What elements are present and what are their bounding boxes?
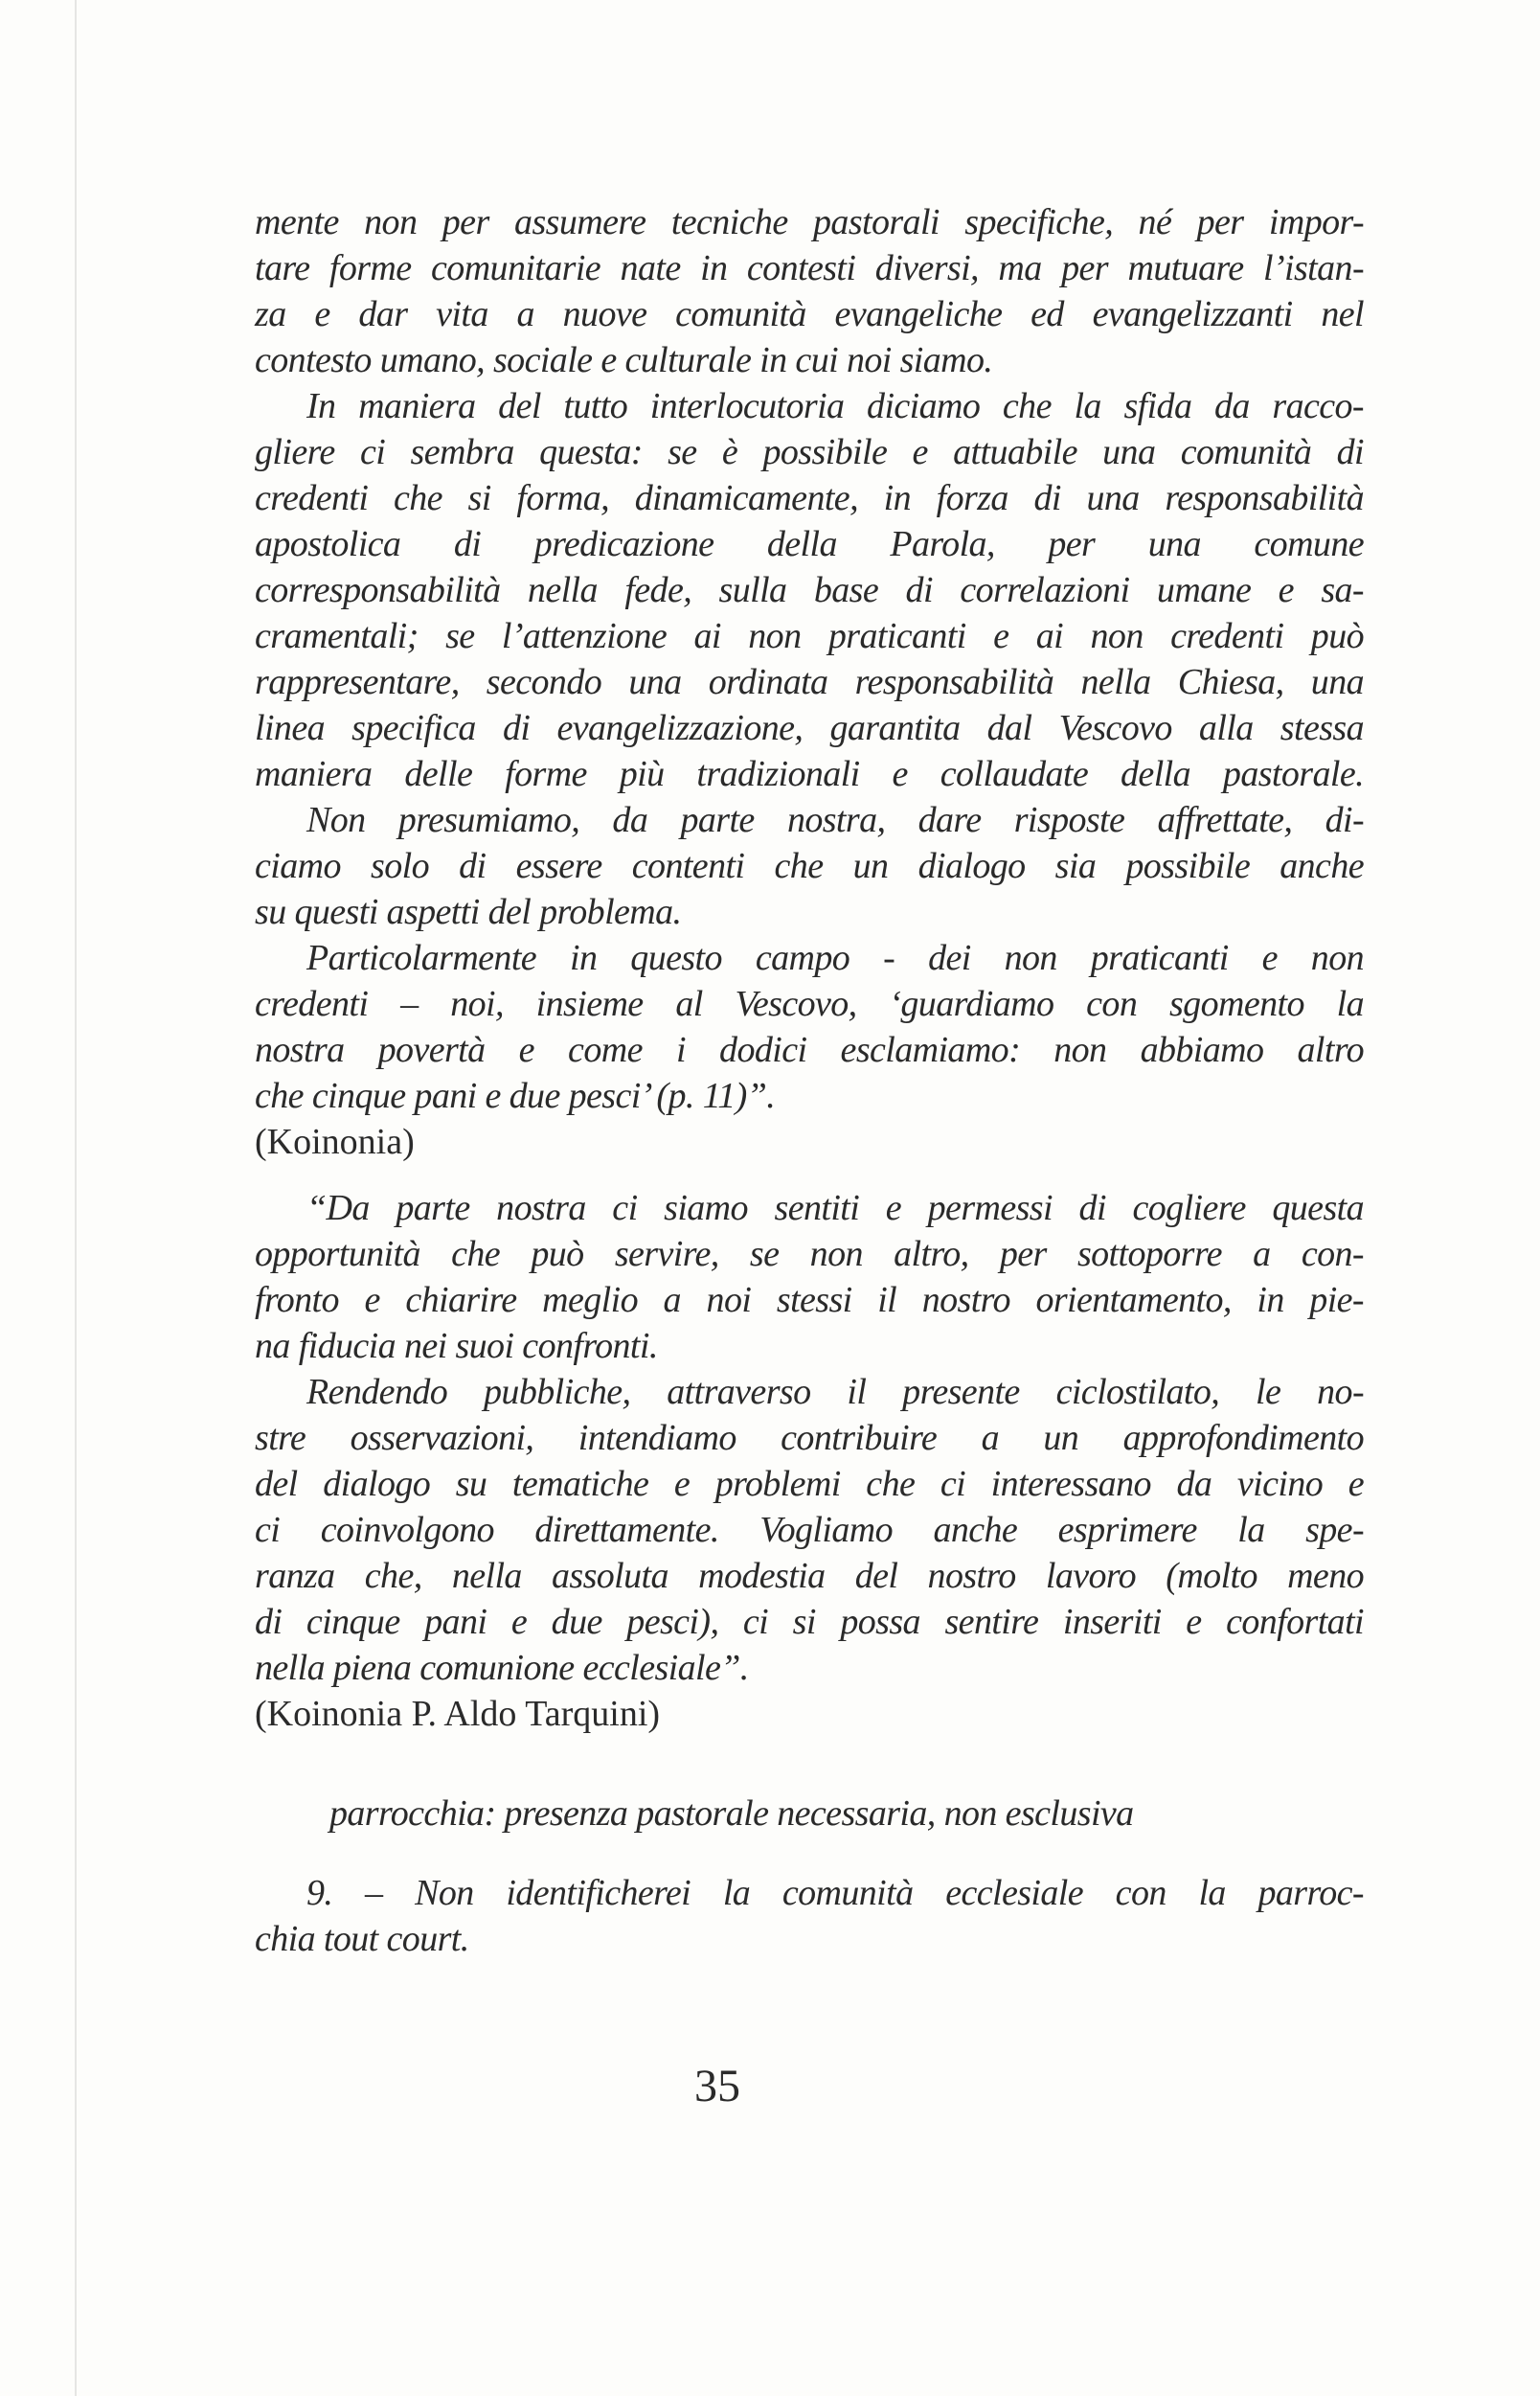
section-heading: parrocchia: presenza pastorale necessaria, non esclusiva (329, 1793, 1134, 1834)
page-number-wrap (0, 2060, 1540, 2113)
body-text-block-3 (255, 1870, 1364, 1962)
text-line: rappresentare, secondo una ordinata responsabilità nella Chiesa, una (255, 662, 1364, 702)
text-line: In maniera del tutto interlocutoria diciamo che la sfida da racco- (306, 386, 1364, 426)
text-line: ciamo solo di essere contenti che un dialogo sia possibile anche (255, 846, 1364, 886)
text-line: chia tout court. (255, 1919, 469, 1959)
text-line: contesto umano, sociale e culturale in cui noi siamo. (255, 340, 993, 380)
page-number: 35 (694, 2061, 740, 2111)
text-line: che cinque pani e due pesci’ (p. 11)”. (255, 1076, 776, 1116)
text-line: nella piena comunione ecclesiale”. (255, 1648, 749, 1688)
text-line: credenti – noi, insieme al Vescovo, ‘guardiamo con sgomento la (255, 984, 1364, 1024)
text-line: corresponsabilità nella fede, sulla base di correlazioni umane e sa- (255, 570, 1364, 610)
text-line: na fiducia nei suoi confronti. (255, 1326, 658, 1366)
attribution-line: (Koinonia) (255, 1122, 415, 1162)
text-line: opportunità che può servire, se non altro, per sottoporre a con- (255, 1234, 1364, 1274)
text-line: ci coinvolgono direttamente. Vogliamo anche esprimere la spe- (255, 1510, 1364, 1550)
text-line: credenti che si forma, dinamicamente, in forza di una responsabilità (255, 478, 1364, 518)
text-line: maniera delle forme più tradizionali e collaudate della pastorale. (255, 754, 1364, 794)
text-line: nostra povertà e come i dodici esclamiamo: non abbiamo altro (255, 1030, 1364, 1070)
body-text-block-1 (255, 199, 1364, 1165)
text-line: cramentali; se l’attenzione ai non praticanti e ai non credenti può (255, 616, 1364, 656)
text-line: apostolica di predicazione della Parola, per una comune (255, 524, 1364, 564)
text-line: su questi aspetti del problema. (255, 892, 682, 932)
text-line: tare forme comunitarie nate in contesti diversi, ma per mutuare l’istan- (255, 248, 1364, 288)
attribution-line: (Koinonia P. Aldo Tarquini) (255, 1694, 661, 1734)
text-line: Non presumiamo, da parte nostra, dare risposte affrettate, di- (306, 800, 1364, 840)
text-line: del dialogo su tematiche e problemi che ci interessano da vicino e (255, 1464, 1364, 1504)
scan-edge (75, 0, 77, 2396)
text-line: di cinque pani e due pesci), ci si possa sentire inseriti e confortati (255, 1602, 1364, 1642)
text-line: stre osservazioni, intendiamo contribuire a un approfondimento (255, 1418, 1364, 1458)
text-line: fronto e chiarire meglio a noi stessi il nostro orientamento, in pie- (255, 1280, 1364, 1320)
text-line: za e dar vita a nuove comunità evangeliche ed evangelizzanti nel (255, 294, 1364, 334)
text-line: gliere ci sembra questa: se è possibile e attuabile una comunità di (255, 432, 1364, 472)
text-line: Particolarmente in questo campo - dei non praticanti e non (306, 938, 1364, 978)
text-line: linea specifica di evangelizzazione, garantita dal Vescovo alla stessa (255, 708, 1364, 748)
text-line: Rendendo pubbliche, attraverso il presente ciclostilato, le no- (306, 1372, 1364, 1412)
text-line: “Da parte nostra ci siamo sentiti e permessi di cogliere questa (306, 1188, 1364, 1228)
text-line: ranza che, nella assoluta modestia del nostro lavoro (molto meno (255, 1556, 1364, 1596)
text-line: mente non per assumere tecniche pastorali specifiche, né per impor- (255, 202, 1364, 242)
text-line: 9. – Non identificherei la comunità ecclesiale con la parroc- (306, 1873, 1364, 1913)
body-text-block-2 (255, 1185, 1364, 1737)
